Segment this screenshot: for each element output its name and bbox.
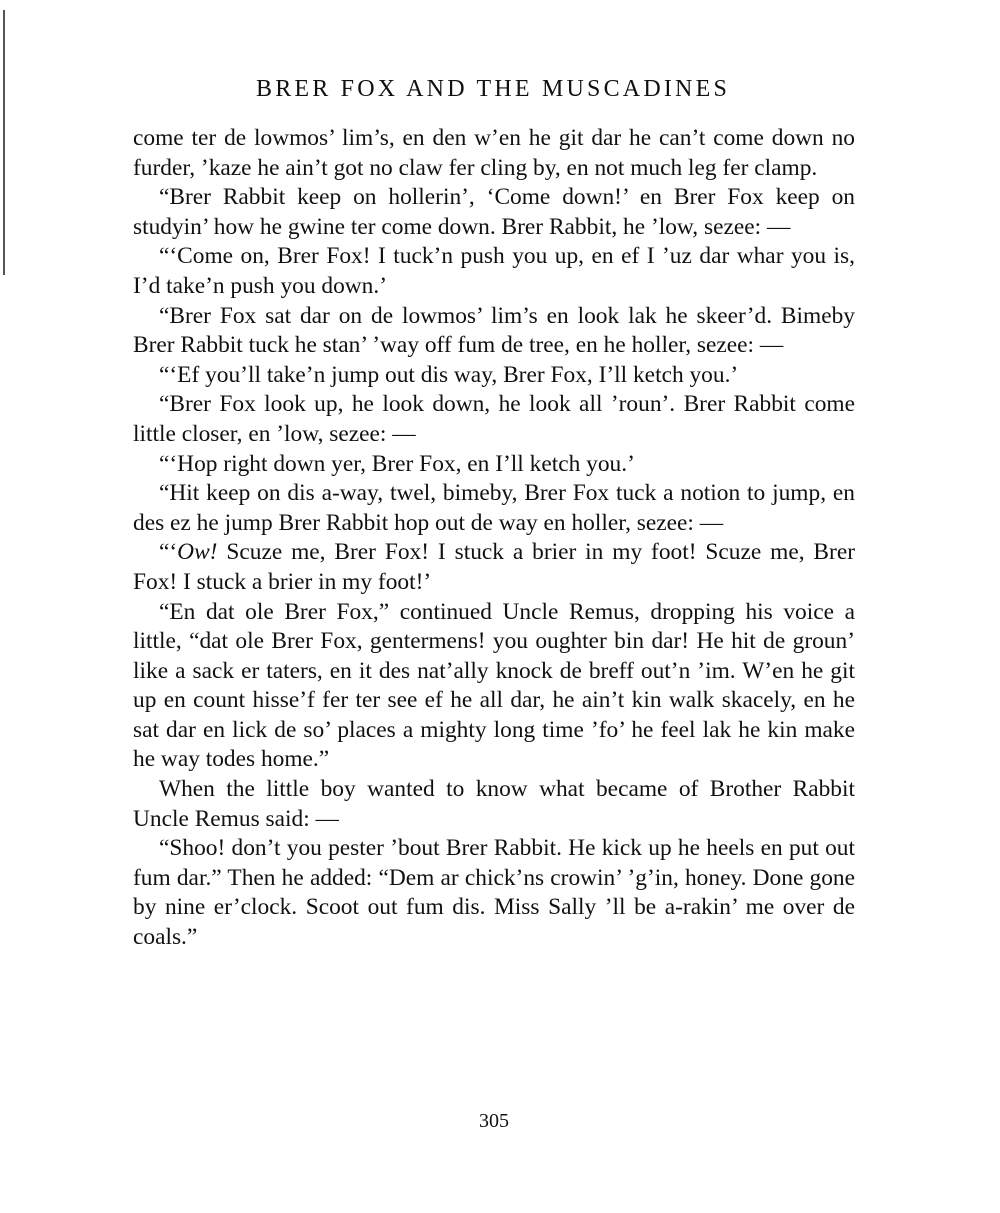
paragraph: “Brer Fox look up, he look down, he look all ’roun’. Brer Rabbit come little closer, en ’low, sezee: — (133, 391, 855, 447)
body-text (133, 124, 855, 953)
paragraph: “Brer Rabbit keep on hollerin’, ‘Come down!’ en Brer Fox keep on studyin’ how he gwine ter come down. Brer Rabbit, he ’low, sezee: — (133, 184, 855, 240)
running-head: BRER FOX AND THE MUSCADINES (255, 76, 730, 102)
scan-edge-line (3, 10, 5, 275)
paragraph: When the little boy wanted to know what became of Brother Rabbit Uncle Remus said: — (133, 776, 855, 832)
paragraph: “Brer Fox sat dar on de lowmos’ lim’s en look lak he skeer’d. Bimeby Brer Rabbit tuck he stan’ ’way off fum de tree, en he holler, sezee: — (133, 302, 855, 359)
paragraph: “Hit keep on dis a-way, twel, bimeby, Brer Fox tuck a notion to jump, en des ez he jump Brer Rabbit hop out de way en holler, sezee: — (133, 480, 855, 536)
paragraph: “‘Ef you’ll take’n jump out dis way, Brer Fox, I’ll ketch you.’ (159, 361, 739, 388)
paragraph: “‘Hop right down yer, Brer Fox, en I’ll ketch you.’ (159, 450, 635, 477)
italic-exclamation: Ow! (177, 539, 218, 566)
page-number: 305 (479, 1110, 509, 1132)
paragraph: “Shoo! don’t you pester ’bout Brer Rabbit. He kick up he heels en put out fum dar.” Then he added: “Dem ar chick’ns crowin’ ’g’in, honey. Done gone by nine er’clock. Scoot out fum dis. Miss Sally ’ll be a-rakin’ me over de coals.” (133, 835, 855, 951)
paragraph: “‘Come on, Brer Fox! I tuck’n push you up, en ef I ’uz dar whar you is, I’d take’n push you down.’ (133, 243, 855, 299)
paragraph: “‘Ow! Scuze me, Brer Fox! I stuck a brier in my foot! Scuze me, Brer Fox! I stuck a brier in my foot!’ (133, 539, 855, 595)
paragraph: “En dat ole Brer Fox,” continued Uncle Remus, dropping his voice a little, “dat ole Brer Fox, gentermens! you oughter bin dar! He hit de groun’ like a sack er taters, en it des nat’ally knock de breff out’n ’im. W’en he git up en count hisse’f fer ter see ef he all dar, he ain’t kin walk skacely, en he sat dar en lick de so’ places a mighty long time ’fo’ he feel lak he kin make he way todes home.” (133, 598, 855, 773)
paragraph: come ter de lowmos’ lim’s, en den w’en he git dar he can’t come down no furder, ’kaze he ain’t got no claw fer cling by, en not much leg fer clamp. (133, 125, 855, 181)
